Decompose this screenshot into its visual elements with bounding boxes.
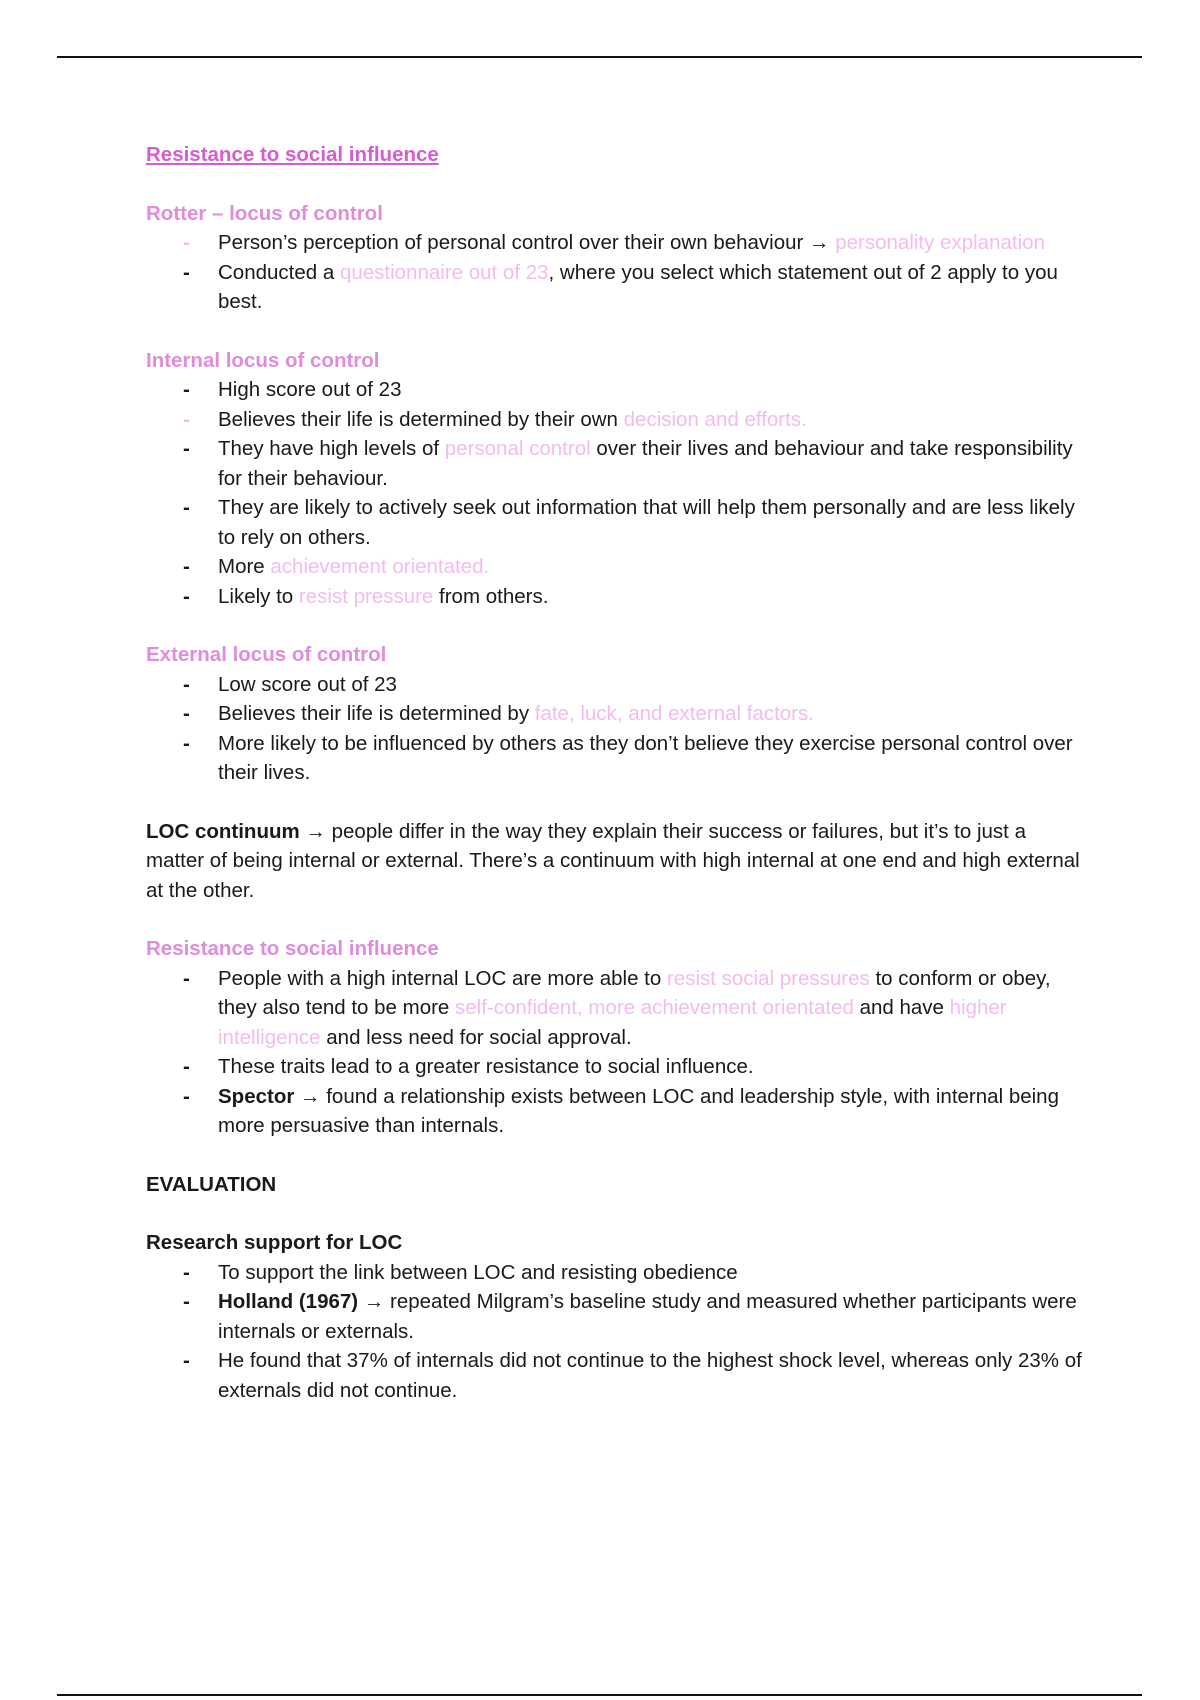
list-item [146, 1258, 1086, 1288]
bold-term: Holland (1967) [218, 1290, 364, 1313]
text-run: from others. [433, 584, 549, 608]
text-run: These traits lead to a greater resistance to social influence. [218, 1055, 754, 1078]
highlight-text: questionnaire out of 23 [339, 260, 549, 284]
internal-list [146, 375, 1086, 611]
rotter-list [146, 228, 1086, 317]
arrow-icon: → [363, 1290, 385, 1313]
highlight-text: self-confident, more achievement orientated [455, 996, 854, 1019]
highlight-text: personal control [444, 437, 591, 460]
document-title: Resistance to social influence [146, 143, 439, 166]
highlight-text: resist pressure [298, 584, 434, 608]
text-run: To support the link between LOC and resisting obedience [218, 1260, 738, 1284]
document-body [146, 140, 1086, 1434]
text-run: They have high levels of [218, 437, 445, 460]
list-item [146, 964, 1086, 1053]
list-item [146, 258, 1086, 317]
highlight-text: fate, luck, and external factors. [534, 702, 814, 725]
list-item [146, 228, 1086, 258]
text-run: to conform or obey, they also tend to be more [218, 966, 1051, 1019]
section-heading-external: External locus of control [146, 643, 387, 666]
evaluation-heading: EVALUATION [146, 1172, 277, 1196]
list-item [146, 1082, 1086, 1141]
text-run: over their lives and behaviour and take responsibility for their behaviour. [218, 437, 1073, 490]
continuum-text: people differ in the way they explain their success or failures, but it’s to just a matter of being internal or external. There’s a continuum with high internal at one end and high external at the other. [146, 819, 1080, 902]
list-item [146, 493, 1086, 552]
text-run: He found that 37% of internals did not continue to the highest shock level, whereas only 23% of externals did not continue. [218, 1349, 1082, 1402]
list-item [146, 670, 1086, 700]
text-run: More likely to be influenced by others as they don’t believe they exercise personal control over their lives. [218, 731, 1073, 784]
text-run: and have [853, 996, 950, 1019]
text-run: Conducted a [218, 260, 340, 284]
text-run: Believes their life is determined by their own [218, 407, 624, 431]
text-run: Likely to [218, 584, 299, 608]
continuum-term: LOC continuum [146, 819, 306, 843]
list-item [146, 729, 1086, 788]
text-run: Believes their life is determined by [218, 702, 535, 725]
list-item [146, 1346, 1086, 1405]
text-run: High score out of 23 [218, 378, 402, 401]
spacer [146, 905, 1086, 934]
section-heading-resistance: Resistance to social influence [146, 937, 439, 960]
text-run: More [218, 555, 271, 578]
list-item [146, 699, 1086, 729]
highlight-text: achievement orientated. [270, 555, 490, 578]
header-rule [57, 56, 1142, 58]
spacer [146, 1199, 1086, 1228]
text-run: Low score out of 23 [218, 672, 397, 696]
arrow-icon: → [809, 231, 830, 254]
highlight-text: personality explanation [829, 231, 1045, 254]
arrow-icon: → [300, 1084, 321, 1108]
highlight-text: decision and efforts. [623, 407, 807, 431]
footer-rule [57, 1694, 1142, 1696]
list-item [146, 434, 1086, 493]
highlight-text: higher intelligence [218, 996, 1007, 1049]
list-item [146, 1052, 1086, 1082]
text-run: They are likely to actively seek out information that will help them personally and are less likely to rely on others. [218, 496, 1075, 549]
research-support-heading: Research support for LOC [146, 1231, 403, 1254]
evaluation-list [146, 1258, 1086, 1406]
text-run: , where you select which statement out of 2 apply to you best. [218, 260, 1058, 313]
arrow-icon: → [305, 819, 326, 843]
list-item [146, 1287, 1086, 1346]
text-run: found a relationship exists between LOC and leadership style, with internal being more persuasive than internals. [218, 1084, 1059, 1137]
section-heading-internal: Internal locus of control [146, 348, 380, 372]
text-run: and less need for social approval. [320, 1025, 632, 1049]
external-list [146, 670, 1086, 788]
text-run: People with a high internal LOC are more able to [218, 966, 667, 990]
list-item [146, 552, 1086, 582]
text-run: Person’s perception of personal control over their own behaviour [218, 231, 810, 254]
list-item [146, 582, 1086, 612]
loc-continuum-paragraph [146, 817, 1086, 906]
highlight-text: resist social pressures [666, 966, 870, 990]
bold-term: Spector [218, 1084, 301, 1108]
list-item [146, 405, 1086, 435]
resistance-list [146, 964, 1086, 1141]
section-heading-rotter: Rotter – locus of control [146, 201, 383, 225]
text-run: repeated Milgram’s baseline study and measured whether participants were internals or externals. [218, 1290, 1077, 1343]
list-item [146, 375, 1086, 405]
